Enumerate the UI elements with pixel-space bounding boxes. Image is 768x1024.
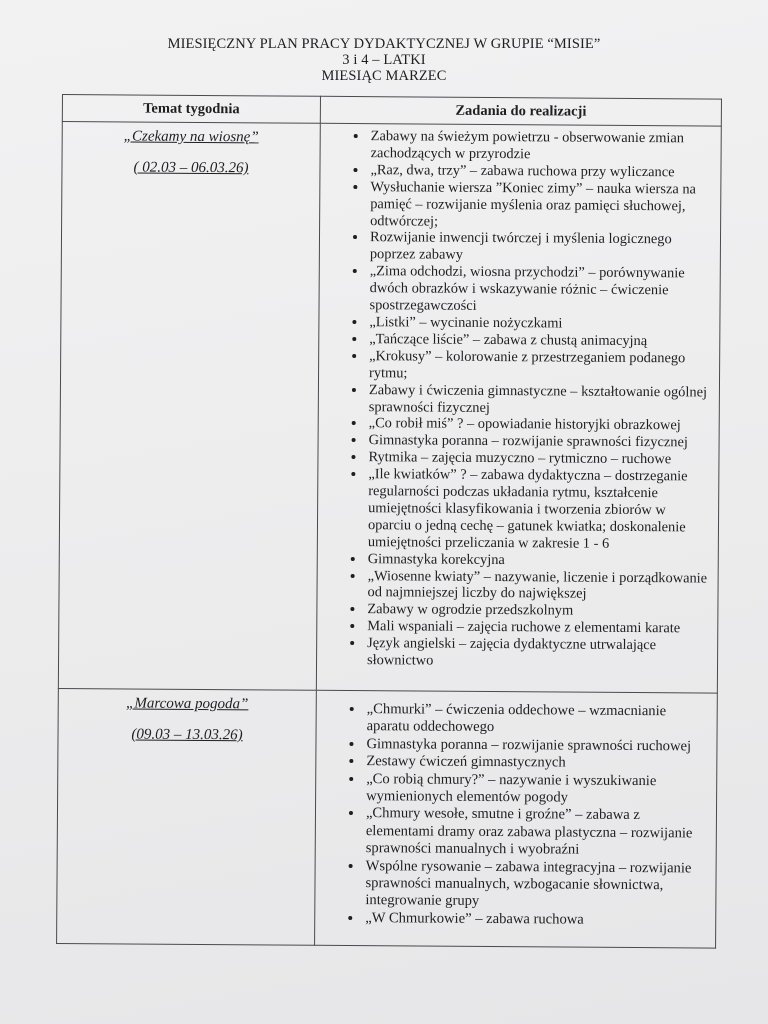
- table-row: [58, 122, 721, 694]
- age-group-line: 3 i 4 – LATKI: [342, 52, 426, 68]
- list-item: • „Krokusy” – kolorowanie z przestrzeganiem podanego rytmu;: [367, 348, 711, 384]
- week-dates: ( 02.03 – 06.03.26): [133, 159, 249, 177]
- list-item: • „Co robił miś” ? – opowiadanie historyjki obrazkowej: [367, 416, 711, 435]
- list-item: • Gimnastyka poranna – rozwijanie sprawności ruchowej: [364, 736, 708, 756]
- list-item: • „Co robią chmury?” – nazywanie i wyszukiwanie wymienionych elementów pogody: [364, 771, 708, 808]
- task-list: [317, 124, 721, 678]
- list-item: • „Tańczące liście” – zabawa z chustą animacyjną: [367, 331, 711, 350]
- tasks-cell: [315, 690, 718, 948]
- document-header: [0, 36, 768, 84]
- month-line: MIESIĄC MARZEC: [321, 68, 447, 84]
- list-item: • Wspólne rysowanie – zabawa integracyjna – rozwijanie sprawności manualnych, wzbogacanie słownictwa, integrowanie grupy: [363, 858, 707, 913]
- week-title: „Marcowa pogoda”: [126, 695, 249, 713]
- list-item: • Język angielski – zajęcia dydaktyczne utrwalające słownictwo: [365, 635, 709, 671]
- week-topic-cell: [57, 688, 317, 945]
- list-item: • Wysłuchanie wiersza ”Koniec zimy” – nauka wiersza na pamięć – rozwijanie myślenia oraz pamięci słuchowej, odtwórczej;: [368, 179, 712, 232]
- task-list: [315, 691, 717, 936]
- list-item: • Mali wspaniali – zajęcia ruchowe z elementami karate: [365, 618, 709, 637]
- list-item: • Gimnastyka poranna – rozwijanie sprawności fizycznej: [367, 432, 711, 451]
- list-item: • „Chmurki” – ćwiczenia oddechowe – wzmacnianie aparatu oddechowego: [365, 701, 709, 738]
- tasks-header: Zadania do realizacji: [320, 96, 721, 126]
- list-item: • Rozwijanie inwencji twórczej i myślenia logicznego poprzez zabawy: [368, 230, 712, 266]
- week-title: „Czekamy na wiosnę”: [123, 128, 259, 146]
- list-item: • „Listki” – wycinanie nożyczkami: [367, 314, 711, 333]
- list-item: • „Wiosenne kwiaty” – nazywanie, liczenie i porządkowanie od najmniejszej liczby do największej: [365, 568, 709, 604]
- list-item: • Rytmika – zajęcia muzyczno – rytmiczno – ruchowe: [366, 449, 710, 468]
- table-row: [57, 688, 718, 948]
- tasks-cell: [316, 123, 721, 693]
- list-item: • Zabawy w ogrodzie przedszkolnym: [365, 602, 709, 621]
- list-item: • Gimnastyka korekcyjna: [366, 551, 710, 570]
- list-item: • „W Chmurkowie” – zabawa ruchowa: [363, 910, 707, 930]
- list-item: • „Chmury wesołe, smutne i groźne” – zabawa z elementami dramy oraz zabawa plastyczna – rozwijanie sprawności manualnych i wyobraźni: [364, 806, 708, 861]
- list-item: • „Zima odchodzi, wiosna przychodzi” – porównywanie dwóch obrazków i wskazywanie różnic – ćwiczenie spostrzegawczości: [367, 263, 711, 316]
- list-item: • „Raz, dwa, trzy” – zabawa ruchowa przy wyliczance: [368, 162, 712, 181]
- plan-table: [56, 94, 722, 949]
- list-item: • Zestawy ćwiczeń gimnastycznych: [364, 753, 708, 773]
- week-dates: (09.03 – 13.03.26): [131, 726, 243, 744]
- list-item: • „Ile kwiatków” ? – zabawa dydaktyczna – dostrzeganie regularności podczas układania rytmu, kształcenie umiejętności klasyfikowania i tworzenia zbiorów w oparciu o jedną cechę – gatunek kwiatka; doskonalenie umiejętności przeliczania w zakresie 1 - 6: [366, 466, 711, 553]
- list-item: • Zabawy na świeżym powietrzu - obserwowanie zmian zachodzących w przyrodzie: [369, 128, 713, 164]
- document-title: MIESIĘCZNY PLAN PRACY DYDAKTYCZNEJ W GRUPIE “MISIE”: [167, 36, 601, 52]
- week-topic-header: Temat tygodnia: [62, 95, 320, 124]
- week-topic-cell: [58, 122, 320, 691]
- list-item: • Zabawy i ćwiczenia gimnastyczne – kształtowanie ogólnej sprawności fizycznej: [367, 382, 711, 418]
